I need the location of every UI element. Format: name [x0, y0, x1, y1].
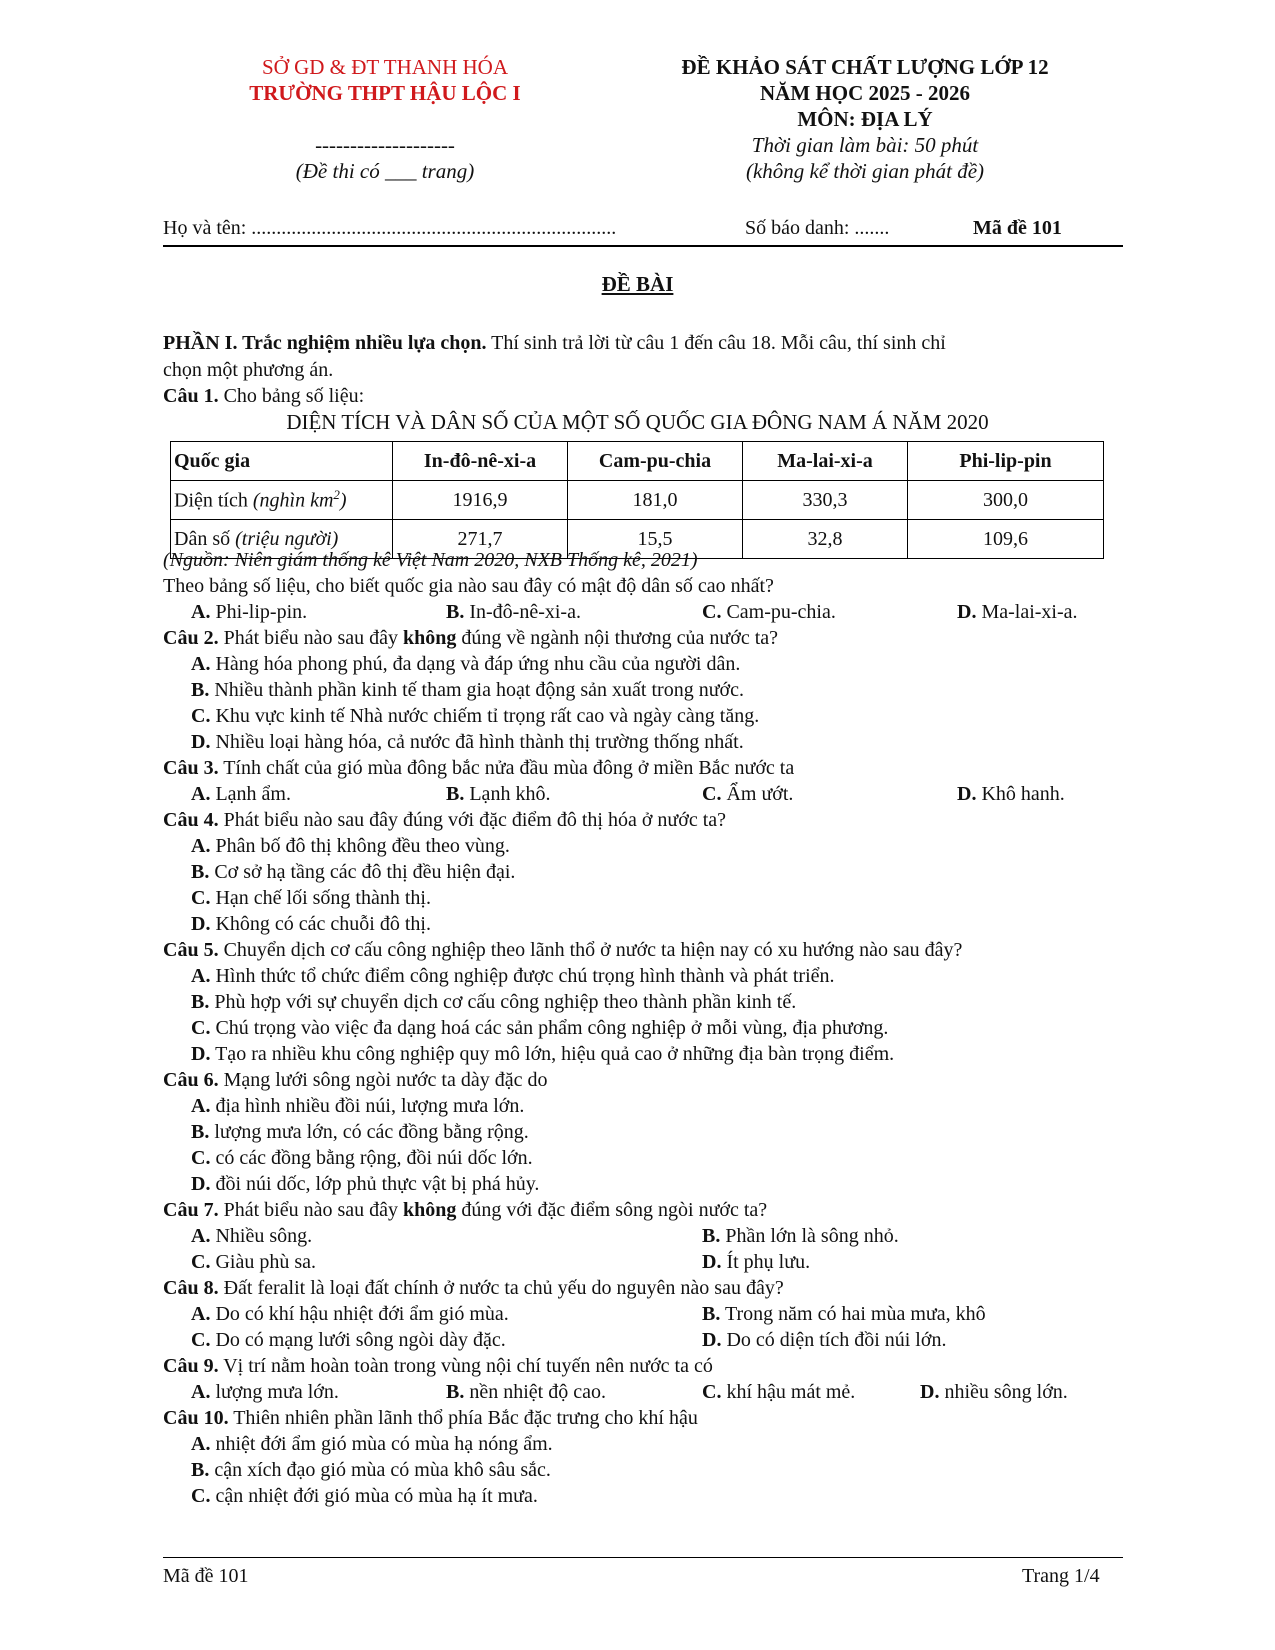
q7-option-d — [702, 1249, 810, 1275]
q9-option-b — [446, 1379, 606, 1405]
q8-option-c — [191, 1327, 506, 1353]
text-segment: Câu 8. — [163, 1277, 219, 1299]
question-10-stem — [163, 1405, 698, 1431]
q2-option-b — [191, 677, 744, 703]
page-title: ĐỀ BÀI — [601, 272, 674, 296]
text-segment: Câu 5. — [163, 939, 219, 961]
text-segment: đúng với đặc điểm sông ngòi nước ta? — [456, 1199, 768, 1221]
question-5-stem — [163, 937, 962, 963]
text-segment: Hình thức tổ chức điểm công nghiệp được chú trọng hình thành và phát triển. — [215, 965, 835, 987]
table-cell: 300,0 — [908, 481, 1104, 520]
question-6-stem — [163, 1067, 547, 1093]
text-segment: không — [402, 1199, 457, 1221]
table-cell: 15,5 — [568, 520, 743, 559]
text-segment: Câu 1. — [163, 385, 219, 407]
text-segment: In-đô-nê-xi-a. — [469, 601, 581, 623]
text-segment: Cam-pu-chia. — [726, 601, 836, 623]
text-segment: Mạng lưới sông ngòi nước ta dày đặc do — [218, 1069, 548, 1091]
text-segment: B. — [446, 783, 465, 805]
question-9-stem — [163, 1353, 713, 1379]
text-segment: Câu 4. — [163, 809, 219, 831]
text-segment: B. — [702, 1225, 721, 1247]
table-header-cell: In-đô-nê-xi-a — [393, 442, 568, 481]
text-segment: cận xích đạo gió mùa có mùa khô sâu sắc. — [214, 1459, 551, 1481]
text-segment: Ít phụ lưu. — [726, 1251, 811, 1273]
text-segment: A. — [191, 1095, 211, 1117]
text-segment: C. — [191, 1147, 211, 1169]
student-name-field: Họ và tên: ......................................................................... — [163, 217, 617, 239]
q5-option-c — [191, 1015, 888, 1041]
q2-option-c — [191, 703, 759, 729]
question-4-stem — [163, 807, 726, 833]
text-segment: Lạnh ẩm. — [215, 783, 291, 805]
text-segment: C. — [702, 1381, 722, 1403]
q7-option-c — [191, 1249, 316, 1275]
subject: MÔN: ĐỊA LÝ — [797, 107, 933, 131]
header-dashes: -------------------- — [315, 133, 455, 157]
text-segment: C. — [191, 1329, 211, 1351]
school-year: NĂM HỌC 2025 - 2026 — [760, 81, 970, 105]
text-segment: Cho bảng số liệu: — [218, 385, 365, 407]
text-segment: B. — [702, 1303, 721, 1325]
text-segment: Cơ sở hạ tầng các đô thị đều hiện đại. — [214, 861, 516, 883]
text-segment: có các đồng bằng rộng, đồi núi dốc lớn. — [215, 1147, 533, 1169]
q9-option-c — [702, 1379, 855, 1405]
text-segment: Nhiều sông. — [215, 1225, 313, 1247]
text-segment: Chuyển dịch cơ cấu công nghiệp theo lãnh thổ ở nước ta hiện nay có xu hướng nào sau đây? — [218, 939, 963, 961]
text-segment: Lạnh khô. — [469, 783, 551, 805]
text-segment: B. — [446, 1381, 465, 1403]
text-segment: không — [402, 627, 457, 649]
text-segment: D. — [920, 1381, 940, 1403]
q1-option-b — [446, 599, 581, 625]
text-segment: Hạn chế lối sống thành thị. — [215, 887, 431, 909]
question-3-stem — [163, 755, 794, 781]
q4-option-c — [191, 885, 431, 911]
table-cell: 330,3 — [743, 481, 908, 520]
exam-code: Mã đề 101 — [973, 217, 1062, 239]
text-segment: Nhiều loại hàng hóa, cả nước đã hình thành thị trường thống nhất. — [215, 731, 744, 753]
footer-divider — [163, 1557, 1123, 1558]
text-segment: C. — [191, 1017, 211, 1039]
text-segment: Do có khí hậu nhiệt đới ẩm gió mùa. — [215, 1303, 509, 1325]
q5-option-d — [191, 1041, 894, 1067]
q1-option-a — [191, 599, 307, 625]
q1-option-c — [702, 599, 836, 625]
q10-option-b — [191, 1457, 551, 1483]
part1-instruction-text: Thí sinh trả lời từ câu 1 đến câu 18. Mỗi câu, thí sinh chỉ — [486, 332, 946, 354]
header-left — [155, 54, 615, 184]
table-cell: 109,6 — [908, 520, 1104, 559]
table-cell: 32,8 — [743, 520, 908, 559]
q1-option-d — [957, 599, 1078, 625]
text-segment: (triệu người) — [235, 527, 339, 550]
text-segment: Tính chất của gió mùa đông bắc nửa đầu mùa đông ở miền Bắc nước ta — [218, 757, 795, 779]
q6-option-d — [191, 1171, 539, 1197]
text-segment: D. — [957, 783, 977, 805]
text-segment: A. — [191, 835, 211, 857]
department-name: SỞ GD & ĐT THANH HÓA — [262, 55, 508, 79]
q8-option-d — [702, 1327, 946, 1353]
q3-option-c — [702, 781, 793, 807]
text-segment: ) — [339, 489, 347, 512]
text-segment: B. — [191, 1459, 210, 1481]
q5-option-a — [191, 963, 835, 989]
text-segment: C. — [191, 705, 211, 727]
part1-heading: PHẦN I. Trắc nghiệm nhiều lựa chọn. — [163, 332, 487, 354]
text-segment: C. — [702, 783, 722, 805]
q6-option-b — [191, 1119, 529, 1145]
text-segment: Trong năm có hai mùa mưa, khô — [724, 1303, 986, 1325]
superscript: 2 — [333, 487, 340, 503]
question-8-stem — [163, 1275, 784, 1301]
question-2-stem — [163, 625, 778, 651]
text-segment: Ẩm ướt. — [726, 783, 794, 805]
q4-option-d — [191, 911, 431, 937]
text-segment: địa hình nhiều đồi núi, lượng mưa lớn. — [215, 1095, 525, 1117]
question-1-text: Theo bảng số liệu, cho biết quốc gia nào sau đây có mật độ dân số cao nhất? — [163, 575, 774, 597]
text-segment: A. — [191, 965, 211, 987]
table-row — [171, 481, 1104, 520]
text-segment: nhiệt đới ẩm gió mùa có mùa hạ nóng ẩm. — [215, 1433, 553, 1455]
text-segment: Phát biểu nào sau đây — [218, 1199, 403, 1221]
question-7-stem — [163, 1197, 767, 1223]
school-name: TRƯỜNG THPT HẬU LỘC I — [249, 81, 521, 105]
table-caption: DIỆN TÍCH VÀ DÂN SỐ CỦA MỘT SỐ QUỐC GIA ĐÔNG NAM Á NĂM 2020 — [286, 410, 989, 434]
text-segment: Không có các chuỗi đô thị. — [215, 913, 431, 935]
text-segment: lượng mưa lớn, có các đồng bằng rộng. — [214, 1121, 529, 1143]
text-segment: Diện tích — [174, 489, 253, 512]
text-segment: C. — [191, 1485, 211, 1507]
q7-option-b — [702, 1223, 899, 1249]
text-segment: A. — [191, 1225, 211, 1247]
text-segment: Phi-lip-pin. — [215, 601, 308, 623]
q6-option-a — [191, 1093, 524, 1119]
q4-option-a — [191, 833, 510, 859]
text-segment: lượng mưa lớn. — [215, 1381, 339, 1403]
table-row-label — [171, 481, 393, 520]
text-segment: A. — [191, 653, 211, 675]
q2-option-a — [191, 651, 740, 677]
text-segment: A. — [191, 1381, 211, 1403]
table-header-cell: Ma-lai-xi-a — [743, 442, 908, 481]
table-header-cell: Quốc gia — [171, 442, 393, 481]
text-segment: cận nhiệt đới gió mùa có mùa hạ ít mưa. — [215, 1485, 538, 1507]
q3-option-b — [446, 781, 550, 807]
q6-option-c — [191, 1145, 533, 1171]
text-segment: B. — [446, 601, 465, 623]
text-segment: C. — [191, 887, 211, 909]
page-number: Trang 1/4 — [1022, 1565, 1100, 1587]
text-segment: D. — [191, 1043, 211, 1065]
text-segment: nền nhiệt độ cao. — [469, 1381, 606, 1403]
text-segment: B. — [191, 991, 210, 1013]
text-segment: Hàng hóa phong phú, đa dạng và đáp ứng nhu cầu của người dân. — [215, 653, 741, 675]
q8-option-a — [191, 1301, 509, 1327]
text-segment: Dân số — [174, 527, 236, 550]
text-segment: Khu vực kinh tế Nhà nước chiếm tỉ trọng rất cao và ngày càng tăng. — [215, 705, 760, 727]
text-segment: Chú trọng vào việc đa dạng hoá các sản phẩm công nghiệp ở mỗi vùng, địa phương. — [215, 1017, 889, 1039]
text-segment: Câu 10. — [163, 1407, 229, 1429]
text-segment: Thiên nhiên phần lãnh thổ phía Bắc đặc trưng cho khí hậu — [228, 1407, 698, 1429]
text-segment: Đất feralit là loại đất chính ở nước ta chủ yếu do nguyên nào sau đây? — [218, 1277, 784, 1299]
text-segment: Câu 7. — [163, 1199, 219, 1221]
student-id-field: Số báo danh: ....... — [745, 217, 890, 239]
exam-title: ĐỀ KHẢO SÁT CHẤT LƯỢNG LỚP 12 — [681, 55, 1049, 79]
text-segment: đồi núi dốc, lớp phủ thực vật bị phá hủy. — [215, 1173, 540, 1195]
text-segment: A. — [191, 1303, 211, 1325]
text-segment: B. — [191, 861, 210, 883]
text-segment: Câu 2. — [163, 627, 219, 649]
text-segment: D. — [702, 1329, 722, 1351]
q5-option-b — [191, 989, 796, 1015]
text-segment: Ma-lai-xi-a. — [981, 601, 1078, 623]
text-segment: A. — [191, 1433, 211, 1455]
part1-instruction-cont: chọn một phương án. — [163, 359, 334, 381]
text-segment: (nghìn km — [252, 489, 334, 512]
table-header-cell: Phi-lip-pin — [908, 442, 1104, 481]
text-segment: D. — [191, 1173, 211, 1195]
text-segment: B. — [191, 679, 210, 701]
text-segment: Tạo ra nhiều khu công nghiệp quy mô lớn, hiệu quả cao ở những địa bàn trọng điểm. — [215, 1043, 895, 1065]
text-segment: Câu 6. — [163, 1069, 219, 1091]
text-segment: D. — [191, 731, 211, 753]
pages-note: (Đề thi có ___ trang) — [295, 159, 475, 183]
text-segment: Giàu phù sa. — [215, 1251, 316, 1273]
table-cell: 1916,9 — [393, 481, 568, 520]
text-segment: Phần lớn là sông nhỏ. — [725, 1225, 899, 1247]
q9-option-a — [191, 1379, 339, 1405]
text-segment: B. — [191, 1121, 210, 1143]
text-segment: D. — [702, 1251, 722, 1273]
text-segment: nhiều sông lớn. — [944, 1381, 1068, 1403]
table-header-row — [171, 442, 1104, 481]
text-segment: A. — [191, 783, 211, 805]
text-segment: Phù hợp với sự chuyển dịch cơ cấu công nghiệp theo thành phần kinh tế. — [214, 991, 797, 1013]
text-segment: Phát biểu nào sau đây — [218, 627, 403, 649]
text-segment: đúng về ngành nội thương của nước ta? — [456, 627, 778, 649]
part1-instructions — [163, 330, 946, 356]
text-segment: khí hậu mát mẻ. — [726, 1381, 856, 1403]
text-segment: Khô hanh. — [981, 783, 1065, 805]
question-1-stem — [163, 383, 364, 409]
text-segment: Do có mạng lưới sông ngòi dày đặc. — [215, 1329, 506, 1351]
q10-option-c — [191, 1483, 538, 1509]
text-segment: Câu 3. — [163, 757, 219, 779]
time-limit: Thời gian làm bài: 50 phút — [751, 133, 979, 157]
footer-exam-code: Mã đề 101 — [163, 1565, 249, 1587]
table-header-cell: Cam-pu-chia — [568, 442, 743, 481]
text-segment: Vị trí nằm hoàn toàn trong vùng nội chí tuyến nên nước ta có — [218, 1355, 713, 1377]
q7-option-a — [191, 1223, 312, 1249]
table-source: (Nguồn: Niên giám thống kê Việt Nam 2020, NXB Thống kê, 2021) — [163, 549, 698, 571]
q3-option-d — [957, 781, 1065, 807]
text-segment: D. — [957, 601, 977, 623]
data-table — [170, 441, 1104, 559]
time-note: (không kể thời gian phát đề) — [745, 159, 985, 183]
text-segment: C. — [191, 1251, 211, 1273]
q2-option-d — [191, 729, 744, 755]
text-segment: D. — [191, 913, 211, 935]
text-segment: Nhiều thành phần kinh tế tham gia hoạt động sản xuất trong nước. — [214, 679, 744, 701]
table-cell: 181,0 — [568, 481, 743, 520]
q10-option-a — [191, 1431, 553, 1457]
q8-option-b — [702, 1301, 986, 1327]
q3-option-a — [191, 781, 291, 807]
text-segment: Phân bố đô thị không đều theo vùng. — [215, 835, 510, 857]
header-right — [615, 54, 1115, 184]
text-segment: A. — [191, 601, 211, 623]
text-segment: C. — [702, 601, 722, 623]
q4-option-b — [191, 859, 515, 885]
text-segment: Do có diện tích đồi núi lớn. — [726, 1329, 947, 1351]
table-cell: 271,7 — [393, 520, 568, 559]
q9-option-d — [920, 1379, 1068, 1405]
text-segment: Câu 9. — [163, 1355, 219, 1377]
text-segment: Phát biểu nào sau đây đúng với đặc điểm đô thị hóa ở nước ta? — [218, 809, 727, 831]
info-divider — [163, 245, 1123, 247]
